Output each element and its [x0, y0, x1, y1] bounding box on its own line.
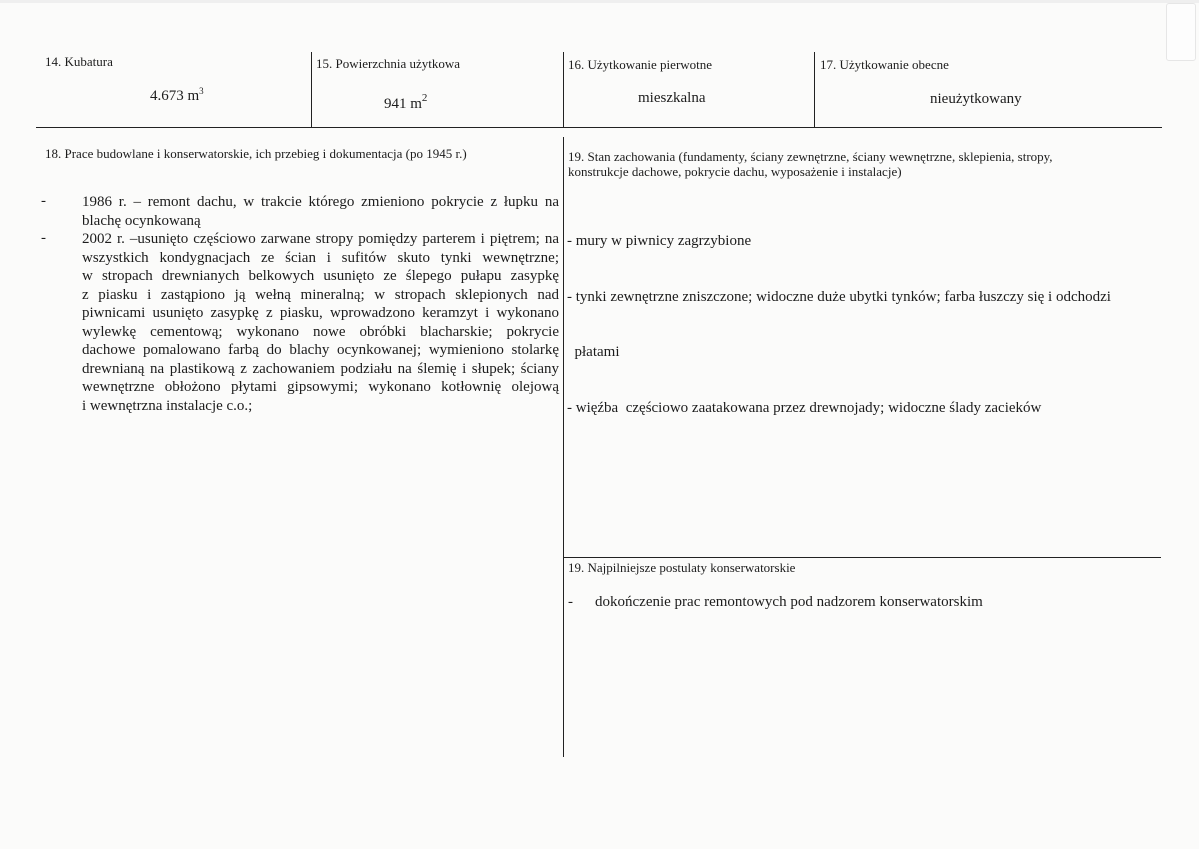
scan-corner-mark [1166, 3, 1196, 61]
field-14-value: 4.673 $m^3$ [150, 86, 204, 104]
section-18-item-1-line: 1986 r. – remont dachu, w trakcie którego zmieniono pokrycie z łupku na [82, 194, 559, 210]
section-19-item: - więźba częściowo zaatakowana przez drewnojady; widoczne ślady zacieków [567, 399, 1042, 416]
section-18-item-2-line: wylewkę cementową; wykonano nowe obróbki blacharskie; pokrycie [82, 323, 559, 340]
field-15-value: 941 $m^2$ [384, 92, 428, 112]
field-14-unit-sup: 3 [199, 86, 204, 96]
section-18-item-2-line: wewnętrzne obłożono płytami gipsowymi; wykonano kotłownię olejową [82, 379, 559, 395]
section-18-item-1-line: blachę ocynkowaną [82, 212, 201, 229]
section-19b-dash: - [568, 594, 573, 610]
section-19-item: płatami [567, 344, 620, 360]
section-19-label-line-2: konstrukcje dachowe, pokrycie dachu, wyposażenie i instalacje) [568, 164, 902, 179]
section-18-item-2-line: 2002 r. –usunięto częściowo zarwane stropy pomiędzy parterem i piętrem; na [82, 231, 559, 247]
divider-15-16 [563, 52, 564, 128]
section-18-item-2-line: piwnicami usunięto zasypkę z piasku, wprowadzono keramzyt i wykonano [82, 305, 559, 321]
section-18-item-2-line: dachowe pomalowano farbą do blachy ocynkowanej; wymieniono stolarkę [82, 342, 559, 358]
section-18-item-1 [82, 193, 559, 230]
section-19-item: - mury w piwnicy zagrzybione [567, 233, 752, 249]
field-17-value: nieużytkowany [930, 91, 1022, 107]
section-19-items [567, 195, 1157, 436]
field-16-value: mieszkalna [638, 90, 706, 106]
section-18-item-2-dash: - [41, 230, 46, 246]
field-14-label: 14. Kubatura [45, 54, 113, 69]
section-18-item-2 [82, 230, 559, 415]
section-18-item-2-line: i wewnętrzna instalacje c.o.; [82, 397, 253, 414]
field-15-label: 15. Powierzchnia użytkowa [316, 56, 461, 71]
section-18-label: 18. Prace budowlane i konserwatorskie, ich przebieg i dokumentacja (po 1945 r.) [45, 146, 467, 161]
section-18-item-2-line: z piasku i zastąpiono ją wełną mineralną; w stropach sklepionych nad [82, 286, 559, 303]
section-19-item: - tynki zewnętrzne zniszczone; widoczne duże ubytki tynków; farba łuszczy się i odchodzi [567, 288, 1111, 305]
section-19-label-line-1: 19. Stan zachowania (fundamenty, ściany zewnętrzne, ściany wewnętrzne, sklepienia, stropy, [568, 149, 1053, 164]
section-18-item-1-dash: - [41, 193, 46, 209]
divider-14-15 [311, 52, 312, 128]
field-17-label: 17. Użytkowanie obecne [820, 57, 949, 72]
field-15-unit-sup: 2 [421, 92, 428, 104]
scan-top-edge [0, 0, 1199, 3]
section-19b-label: 19. Najpilniejsze postulaty konserwatorskie [568, 560, 796, 575]
center-column-divider [563, 137, 564, 757]
section-18-item-2-line: w stropach drewnianych belkowych usunięto ze ślepego pułapu zasypkę [82, 268, 559, 284]
divider-16-17 [814, 52, 815, 128]
section-18-item-2-line: drewnianą na plastikową z zachowaniem podziału na ślemię i słupek; ściany [82, 360, 559, 377]
section-18-item-2-line: wszystkich kondygnacjach ze ścian i sufitów skuto tynki wewnętrzne; [82, 249, 559, 266]
section-19b-item: dokończenie prac remontowych pod nadzorem konserwatorskim [595, 594, 983, 610]
section-19b-top-rule [563, 557, 1161, 558]
top-row-bottom-rule [36, 127, 1162, 128]
field-16-label: 16. Użytkowanie pierwotne [568, 57, 713, 72]
